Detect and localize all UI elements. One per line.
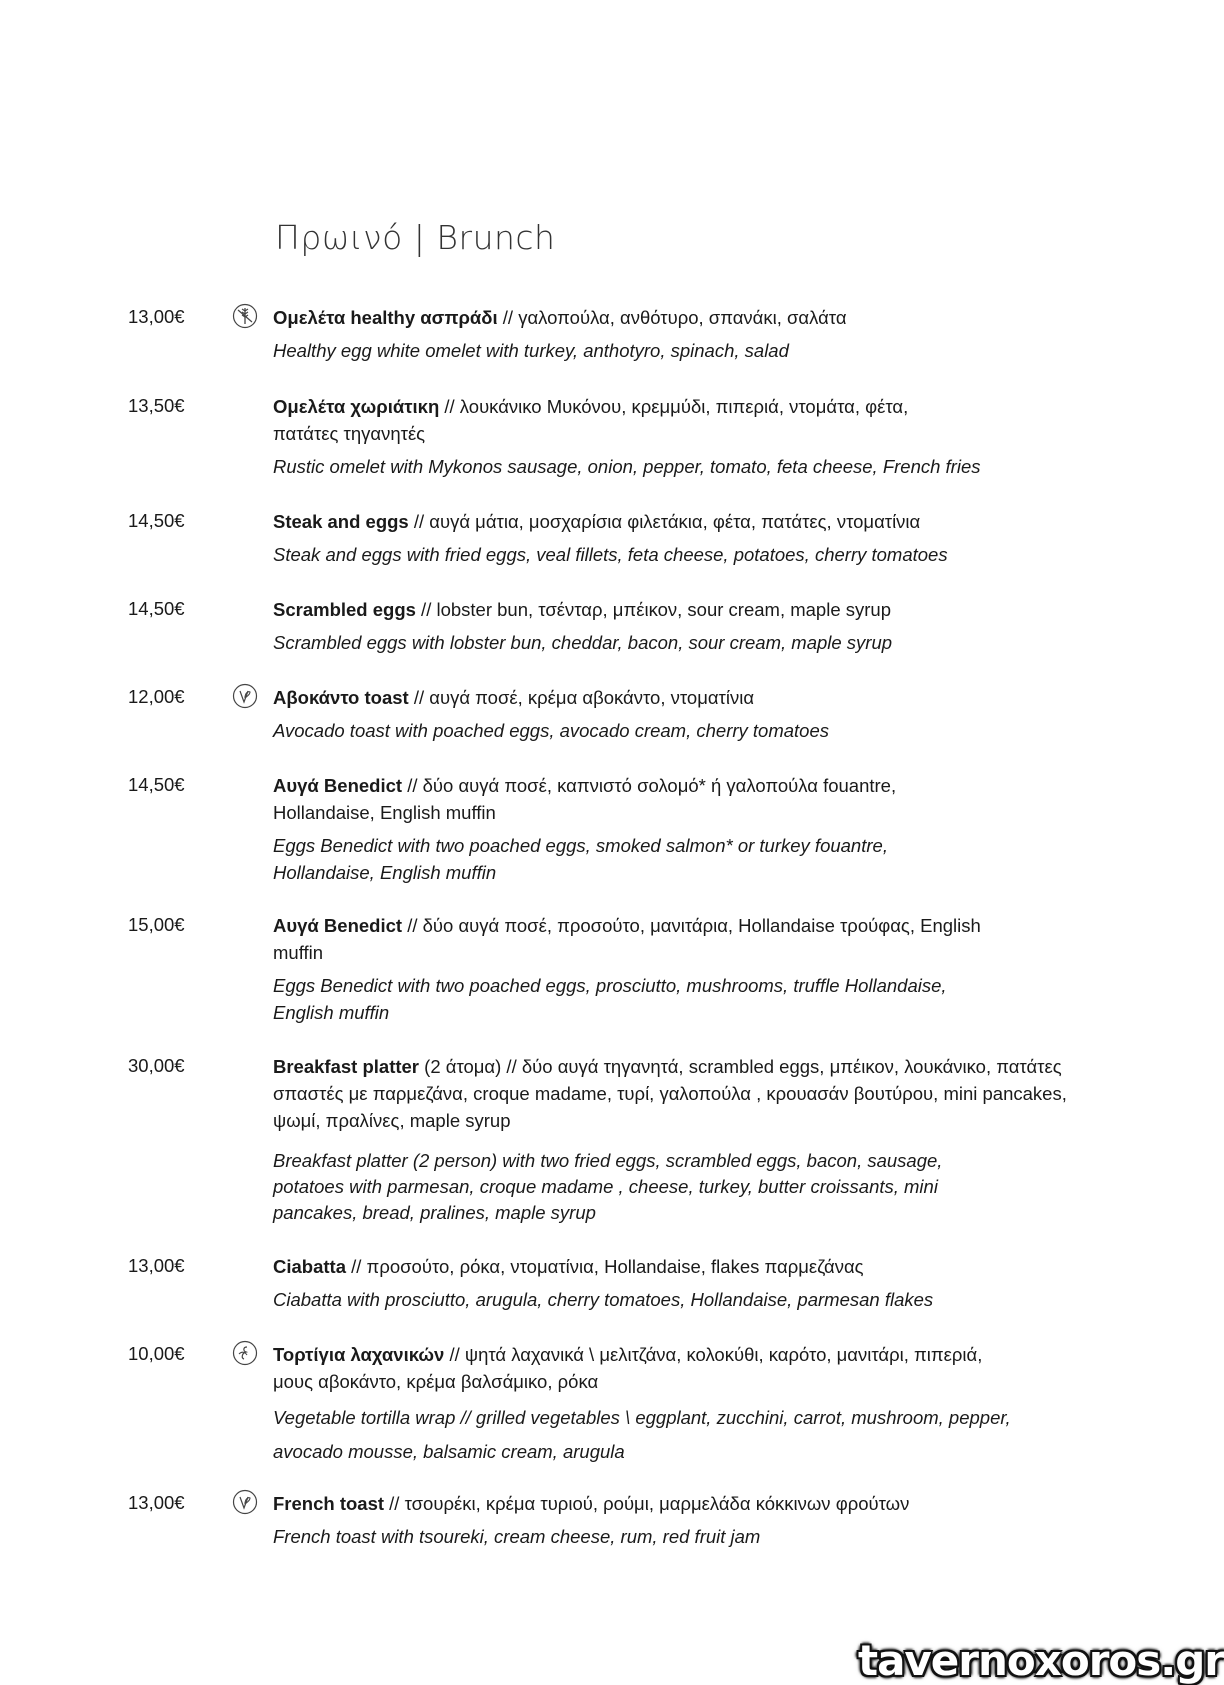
item-description-gr: Αβοκάντο toast // αυγά ποσέ, κρέμα αβοκάντο, ντοματίνια	[273, 687, 755, 708]
vegetarian-icon	[232, 683, 258, 709]
item-description-en: Rustic omelet with Mykonos sausage, onion, pepper, tomato, feta cheese, French fries	[273, 456, 981, 477]
item-description-gr: Breakfast platter (2 άτομα) // δύο αυγά τηγανητά, scrambled eggs, μπέικον, λουκάνικο, πατάτες σπαστές με παρμεζάνα, croque madame, τυρί, γαλοπούλα , κρουασάν βουτύρου, mini pancakes, ψωμί, πραλίνες, maple syrup	[273, 1056, 1067, 1131]
item-name: Αυγά Benedict	[273, 915, 403, 936]
item-name: French toast	[273, 1493, 385, 1514]
watermark-logo: tavernoxoros.gr	[858, 1636, 1224, 1685]
item-description-en: Vegetable tortilla wrap // grilled vegetables \ eggplant, zucchini, carrot, mushroom, pepper, avocado mousse, balsamic cream, arugula	[273, 1407, 1011, 1462]
item-name: Steak and eggs	[273, 511, 409, 532]
item-description-gr: Τορτίγια λαχανικών // ψητά λαχανικά \ μελιτζάνα, κολοκύθι, καρότο, μανιτάρι, πιπεριά, μους αβοκάντο, κρέμα βαλσάμικο, ρόκα	[273, 1344, 983, 1392]
item-name: Breakfast platter	[273, 1056, 420, 1077]
item-price: 15,00€	[128, 914, 185, 935]
item-price: 13,50€	[128, 395, 185, 416]
item-description-en: Steak and eggs with fried eggs, veal fillets, feta cheese, potatoes, cherry tomatoes	[273, 544, 948, 565]
page-title: Πρωινό | Brunch	[275, 218, 556, 257]
item-description-gr: Ciabatta // προσούτο, ρόκα, ντοματίνια, Hollandaise, flakes παρμεζάνας	[273, 1256, 864, 1277]
item-description-en: Avocado toast with poached eggs, avocado cream, cherry tomatoes	[273, 720, 830, 741]
item-description-en: Eggs Benedict with two poached eggs, prosciutto, mushrooms, truffle Hollandaise, English muffin	[273, 975, 947, 1023]
item-description-gr: Scrambled eggs // lobster bun, τσένταρ, μπέικον, sour cream, maple syrup	[273, 599, 891, 620]
vegetarian-icon	[232, 1489, 258, 1515]
item-name: Ciabatta	[273, 1256, 346, 1277]
item-name: Αυγά Benedict	[273, 775, 403, 796]
item-name: Τορτίγια λαχανικών	[273, 1344, 445, 1365]
item-name: Αβοκάντο toast	[273, 687, 409, 708]
item-name: Scrambled eggs	[273, 599, 416, 620]
item-price: 10,00€	[128, 1343, 185, 1364]
item-description-en: Breakfast platter (2 person) with two fried eggs, scrambled eggs, bacon, sausage, potatoes with parmesan, croque madame , cheese, turkey, butter croissants, mini pancakes, bread, pralines, maple syrup	[273, 1150, 943, 1223]
item-price: 13,00€	[128, 306, 185, 327]
item-price: 14,50€	[128, 774, 185, 795]
item-description-gr: Steak and eggs // αυγά μάτια, μοσχαρίσια φιλετάκια, φέτα, πατάτες, ντοματίνια	[273, 511, 921, 532]
item-price: 12,00€	[128, 686, 185, 707]
vegan-icon	[232, 1340, 258, 1366]
item-description-gr: Αυγά Benedict // δύο αυγά ποσέ, καπνιστό σολομό* ή γαλοπούλα fouantre, Hollandaise, English muffin	[273, 775, 897, 823]
item-name: Ομελέτα healthy ασπράδι	[273, 307, 498, 328]
item-price: 30,00€	[128, 1055, 185, 1076]
item-description-gr: Αυγά Benedict // δύο αυγά ποσέ, προσούτο, μανιτάρια, Hollandaise τρούφας, English muffin	[273, 915, 981, 963]
item-description-en: Healthy egg white omelet with turkey, anthotyro, spinach, salad	[273, 340, 789, 361]
item-description-en: Eggs Benedict with two poached eggs, smoked salmon* or turkey fouantre, Hollandaise, English muffin	[273, 835, 888, 883]
item-price: 13,00€	[128, 1255, 185, 1276]
item-name: Ομελέτα χωριάτικη	[273, 396, 440, 417]
item-description-en: French toast with tsoureki, cream cheese, rum, red fruit jam	[273, 1526, 761, 1547]
item-description-gr: French toast // τσουρέκι, κρέμα τυριού, ρούμι, μαρμελάδα κόκκινων φρούτων	[273, 1493, 910, 1514]
item-description-gr: Ομελέτα χωριάτικη // λουκάνικο Μυκόνου, κρεμμύδι, πιπεριά, ντομάτα, φέτα, πατάτες τηγανητές	[273, 396, 909, 444]
item-price: 14,50€	[128, 510, 185, 531]
item-description-en: Scrambled eggs with lobster bun, cheddar, bacon, sour cream, maple syrup	[273, 632, 893, 653]
item-description-en: Ciabatta with prosciutto, arugula, cherry tomatoes, Hollandaise, parmesan flakes	[273, 1289, 934, 1310]
item-price: 13,00€	[128, 1492, 185, 1513]
item-price: 14,50€	[128, 598, 185, 619]
gluten-free-icon	[232, 303, 258, 329]
item-description-gr: Ομελέτα healthy ασπράδι // γαλοπούλα, ανθότυρο, σπανάκι, σαλάτα	[273, 307, 847, 328]
